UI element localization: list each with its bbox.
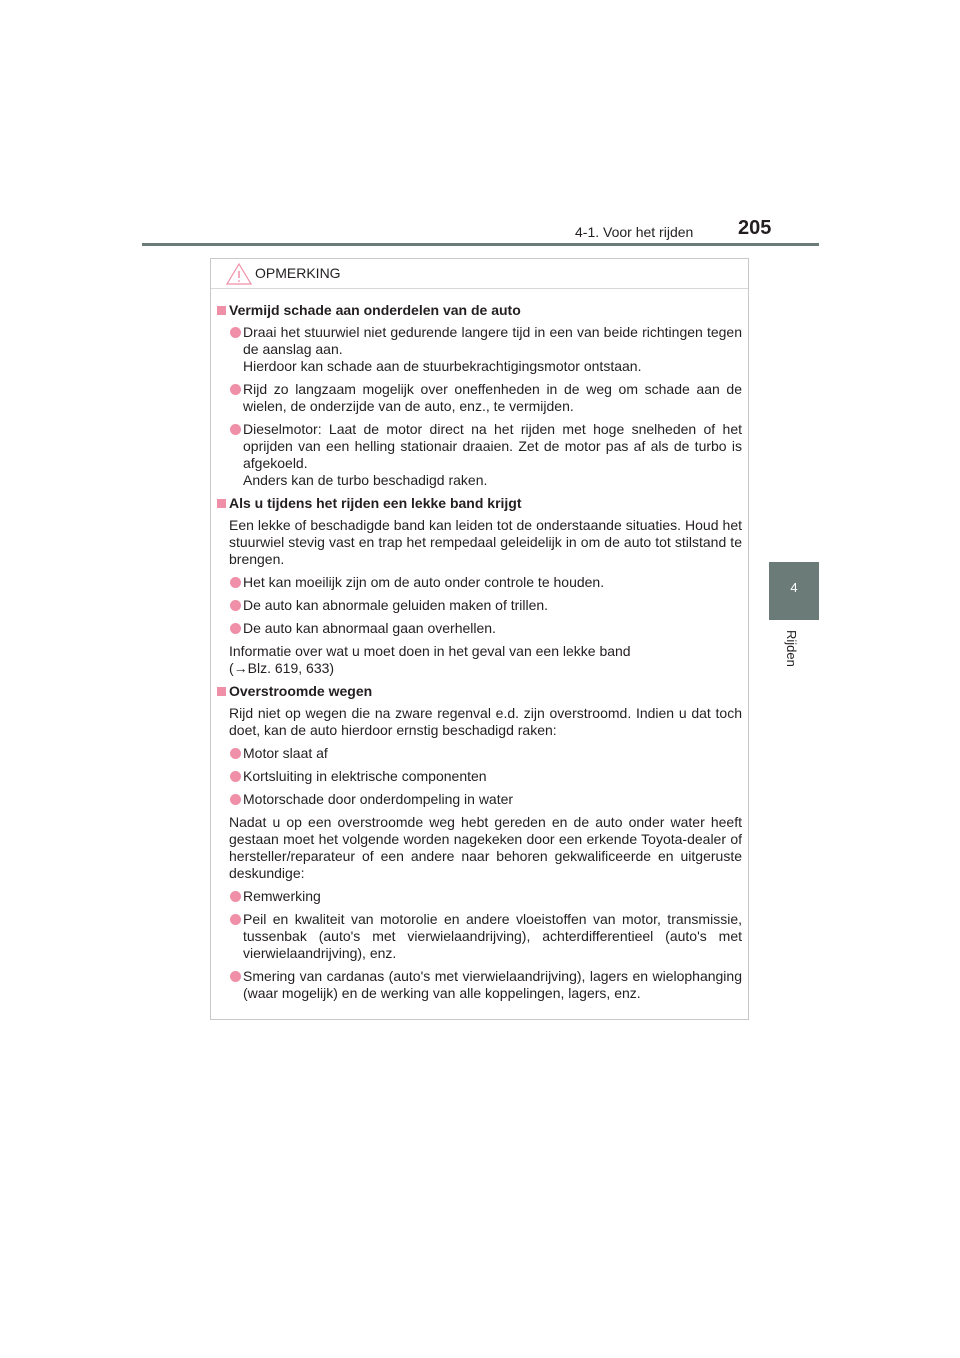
list-item: Peil en kwaliteit van motorolie en andere vloeistoffen van motor, transmissie, tussenbak (auto's met vierwielaandrijving), achterdifferentieel (auto's met vierwielaandrijving), enz.: [217, 911, 742, 962]
square-marker-icon: [217, 499, 226, 508]
list-item: De auto kan abnormale geluiden maken of trillen.: [217, 597, 742, 614]
paragraph: Een lekke of beschadigde band kan leiden tot de onderstaande situaties. Houd het stuurwiel stevig vast en trap het rempedaal geleidelijk in om de auto tot stilstand te brengen.: [229, 517, 742, 567]
bullet-icon: [230, 794, 241, 805]
list-item: Motor slaat af: [217, 745, 742, 762]
section-heading: Vermijd schade aan onderdelen van de auto: [217, 302, 742, 319]
chapter-tab: [769, 562, 819, 620]
bullet-icon: [230, 914, 241, 925]
section-title: 4-1. Voor het rijden: [575, 224, 694, 240]
paragraph: Informatie over wat u moet doen in het geval van een lekke band (→Blz. 619, 633): [229, 643, 631, 676]
header-rule: [142, 243, 819, 246]
paragraph: Rijd niet op wegen die na zware regenval e.d. zijn overstroomd. Indien u dat toch doet, kan de auto hierdoor ernstig beschadigd raken:: [229, 705, 742, 738]
bullet-icon: [230, 771, 241, 782]
list-item: Draai het stuurwiel niet gedurende langere tijd in een van beide richtingen tegen de aanslag aan. Hierdoor kan schade aan de stuurbekrachtigingsmotor ontstaan.: [217, 324, 742, 375]
square-marker-icon: [217, 306, 226, 315]
bullet-icon: [230, 577, 241, 588]
bullet-icon: [230, 424, 241, 435]
list-item: De auto kan abnormaal gaan overhellen.: [217, 620, 742, 637]
list-item: Het kan moeilijk zijn om de auto onder controle te houden.: [217, 574, 742, 591]
bullet-icon: [230, 600, 241, 611]
list-item: Rijd zo langzaam mogelijk over oneffenheden in de weg om schade aan de wielen, de onderzijde van de auto, enz., te vermijden.: [217, 381, 742, 415]
list-item: Smering van cardanas (auto's met vierwielaandrijving), lagers en wielophanging (waar mogelijk) en de werking van alle koppelingen, lagers, enz.: [217, 968, 742, 1002]
bullet-icon: [230, 384, 241, 395]
list-item: Motorschade door onderdompeling in water: [217, 791, 742, 808]
chapter-label: Rijden: [784, 630, 799, 667]
page-number: 205: [738, 217, 772, 239]
list-item: Kortsluiting in elektrische componenten: [217, 768, 742, 785]
square-marker-icon: [217, 687, 226, 696]
warning-triangle-icon: [226, 263, 252, 285]
notice-content: [211, 289, 748, 1002]
bullet-icon: [230, 748, 241, 759]
bullet-icon: [230, 327, 241, 338]
section-heading: Als u tijdens het rijden een lekke band krijgt: [217, 495, 742, 512]
list-item: Dieselmotor: Laat de motor direct na het rijden met hoge snelheden of het oprijden van een helling stationair draaien. Zet de motor pas af als de turbo is afgekoeld. Anders kan de turbo beschadigd raken.: [217, 421, 742, 489]
notice-box: [210, 258, 749, 1020]
list-item: Remwerking: [217, 888, 742, 905]
notice-header: [211, 259, 748, 289]
notice-title: OPMERKING: [255, 265, 341, 281]
bullet-icon: [230, 971, 241, 982]
bullet-icon: [230, 623, 241, 634]
bullet-icon: [230, 891, 241, 902]
paragraph: Nadat u op een overstroomde weg hebt gereden en de auto onder water heeft gestaan moet het volgende worden nagekeken door een erkende Toyota-dealer of hersteller/reparateur of een andere naar behoren gekwalificeerde en uitgeruste deskundige:: [229, 814, 742, 881]
section-heading: Overstroomde wegen: [217, 683, 742, 700]
chapter-number: 4: [790, 580, 798, 595]
